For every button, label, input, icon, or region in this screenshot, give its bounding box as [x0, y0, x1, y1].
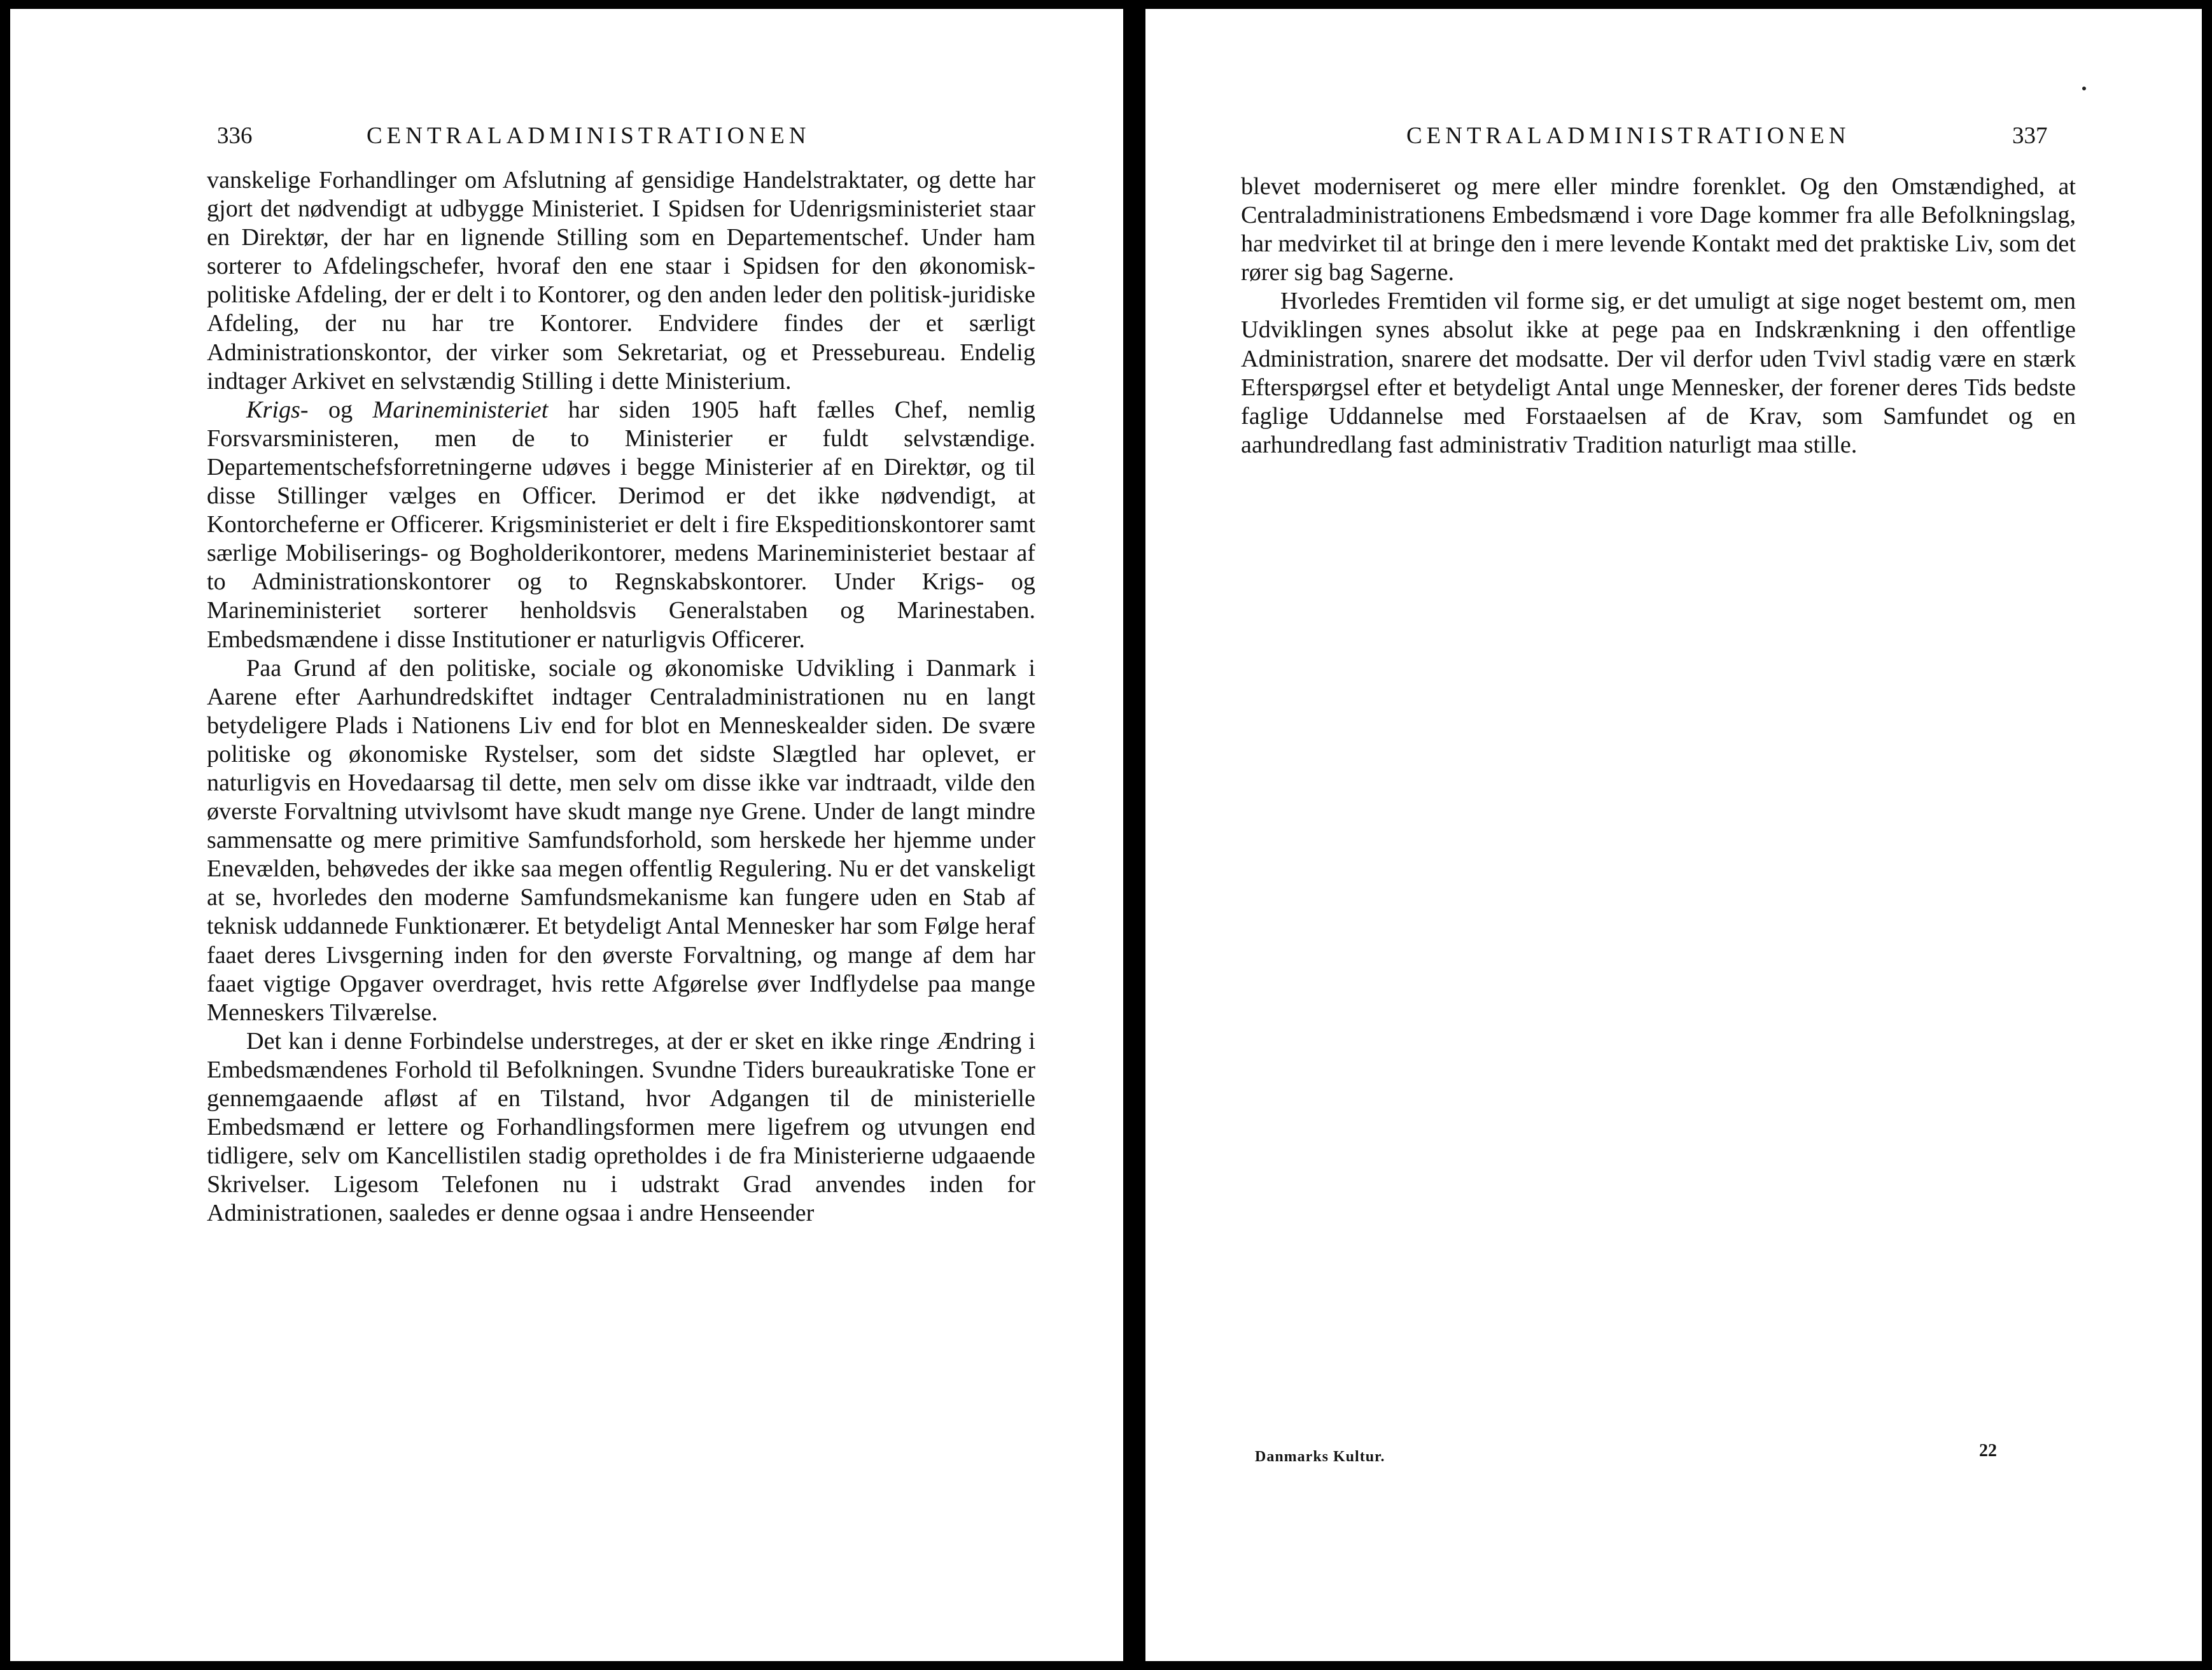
page-number: 336	[217, 123, 253, 149]
page-number: 337	[2012, 123, 2048, 149]
left-page	[10, 9, 1123, 1661]
running-head: CENTRALADMINISTRATIONEN	[1406, 123, 1851, 149]
right-page	[1145, 9, 2202, 1661]
italic-term: Krigs-	[246, 396, 309, 423]
paragraph: vanskelige Forhandlinger om Afslutning af gensidige Handelstraktater, og dette har gjort det nødvendigt at udbygge Ministeriet. I Spidsen for Udenrigsministeriet staar en Direktør, der har en lignende Stilling som en Departementschef. Under ham sorterer to Afdelingschefer, hvoraf den ene staar i Spidsen for den økonomisk-politiske Afdeling, der er delt i to Kontorer, og den anden leder den politisk-juridiske Afdeling, der nu har tre Kontorer. Endvidere findes der et særligt Administrationskontor, der virker som Sekretariat, og et Pressebureau. Endelig indtager Arkivet en selvstændig Stilling i dette Ministerium.	[207, 167, 1035, 395]
paragraph: Paa Grund af den politiske, sociale og økonomiske Udvikling i Danmark i Aarene efter Aarhundredskiftet indtager Centraladministrationen nu en langt betydeligere Plads i Nationens Liv end for blot en Menneskealder siden. De svære politiske og økonomiske Rystelser, som det sidste Slægtled har oplevet, er naturligvis en Hovedaarsag til dette, men selv om disse ikke var indtraadt, vilde den øverste Forvaltning utvivlsomt have skudt mange nye Grene. Under de langt mindre sammensatte og mere primitive Samfundsforhold, som herskede her hjemme under Enevælden, behøvedes der ikke saa megen offentlig Regulering. Nu er det vanskeligt at se, hvorledes den moderne Samfundsmekanisme kan fungere uden en Stab af teknisk uddannede Funktionærer. Et betydeligt Antal Mennesker har som Følge heraf faaet deres Livsgerning inden for den øverste Forvaltning, og mange af dem har faaet vigtige Opgaver overdraget, hvis rette Afgørelse øver Indflydelse paa mange Menneskers Tilværelse.	[207, 654, 1035, 1026]
paragraph: Det kan i denne Forbindelse understreges, at der er sket en ikke ringe Ændring i Embedsmændenes Forhold til Befolkningen. Svundne Tiders bureaukratiske Tone er gennemgaaende afløst af en Tilstand, hvor Adgangen til de ministerielle Embedsmænd er lettere og Forhandlingsformen mere ligefrem og utvungen end tidligere, selv om Kancellistilen stadig opretholdes i de fra Ministerierne udgaaende Skrivelser. Ligesom Telefonen nu i udstrakt Grad anvendes inden for Administrationen, saaledes er denne ogsaa i andre Henseender	[207, 1027, 1035, 1227]
scan-speck	[2082, 87, 2086, 90]
paragraph: Hvorledes Fremtiden vil forme sig, er det umuligt at sige noget bestemt om, men Udviklingen synes absolut ikke at pege paa en Indskrænkning i den offentlige Administration, snarere det modsatte. Der vil derfor uden Tvivl stadig være en stærk Efterspørgsel efter et betydeligt Antal unge Mennesker, der forener deres Tids bedste faglige Uddannelse med Forstaaelsen af de Krav, som Samfundet og en aarhundredlang fast administrativ Tradition naturligt maa stille.	[1241, 288, 2076, 458]
signature-line: Danmarks Kultur.	[1255, 1449, 1385, 1465]
body-text	[207, 166, 1035, 1228]
italic-term: Marineministeriet	[372, 396, 549, 423]
running-head: CENTRALADMINISTRATIONEN	[367, 123, 811, 149]
paragraph-text: har siden 1905 haft fælles Chef, nemlig Forsvarsministeren, men de to Ministerier er fuldt selvstændige. Departementschefsforretningerne udøves i begge Ministerier af en Direktør, og til disse Stillinger vælges en Officer. Derimod er det ikke nødvendigt, at Kontorcheferne er Officerer. Krigsministeriet er delt i fire Ekspeditionskontorer samt særlige Mobiliserings- og Bogholderikontorer, medens Marineministeriet bestaar af to Administrationskontorer og to Regnskabskontorer. Under Krigs- og Marineministeriet sorterer henholdsvis Generalstaben og Marinestaben. Embedsmændene i disse Institutioner er naturligvis Officerer.	[207, 396, 1036, 653]
sheet-number: 22	[1979, 1441, 1997, 1461]
paragraph: blevet moderniseret og mere eller mindre forenklet. Og den Omstændighed, at Centraladministrationens Embedsmænd i vore Dage kommer fra alle Befolkningslag, har medvirket til at bringe den i mere levende Kontakt med det praktiske Liv, som det rører sig bag Sagerne.	[1241, 173, 2076, 286]
body-text	[1241, 172, 2076, 460]
conjunction-text: og	[308, 396, 373, 423]
paragraph	[207, 396, 1035, 654]
